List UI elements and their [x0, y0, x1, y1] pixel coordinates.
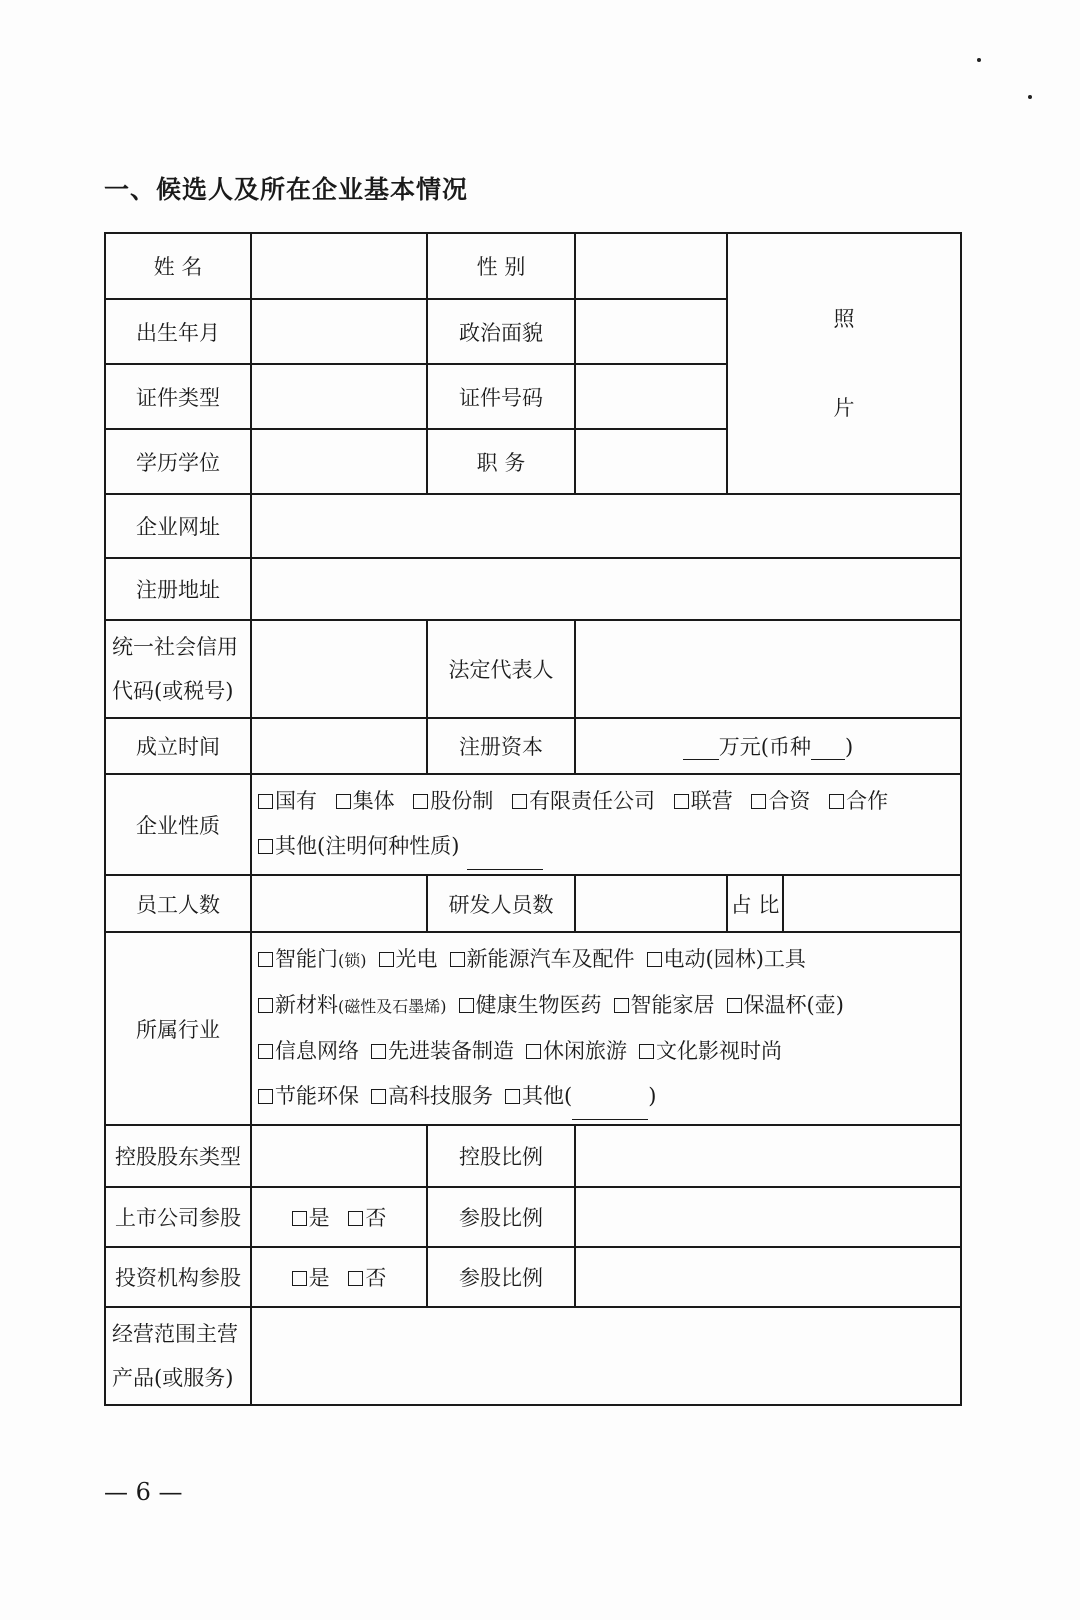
- checkbox[interactable]: [512, 794, 527, 809]
- section-title: 一、候选人及所在企业基本情况: [104, 175, 469, 204]
- scope-label-line2: 产品(或服务): [112, 1366, 234, 1390]
- checkbox[interactable]: [258, 952, 273, 967]
- nature-option[interactable]: 合资: [751, 789, 810, 813]
- nature-label: 企业性质: [105, 774, 251, 875]
- address-label: 注册地址: [105, 558, 251, 620]
- credit-code-label-line1: 统一社会信用: [112, 635, 238, 659]
- holder-type-field[interactable]: [251, 1125, 427, 1187]
- checkbox[interactable]: [258, 998, 273, 1013]
- checkbox[interactable]: [371, 1089, 386, 1104]
- industry-option[interactable]: 高科技服务: [371, 1084, 493, 1108]
- industry-row: [258, 983, 954, 1029]
- industry-option[interactable]: 文化影视时尚: [639, 1039, 782, 1063]
- industry-option[interactable]: 健康生物医药: [459, 993, 602, 1017]
- politics-field[interactable]: [575, 299, 727, 364]
- checkbox[interactable]: [292, 1211, 307, 1226]
- photo-label-bottom: 片: [833, 395, 855, 420]
- industry-option[interactable]: 智能家居: [614, 993, 715, 1017]
- capital-label: 注册资本: [427, 718, 575, 774]
- id-number-field[interactable]: [575, 364, 727, 429]
- birth-field[interactable]: [251, 299, 427, 364]
- listed-ratio-field[interactable]: [575, 1187, 961, 1247]
- staff-field[interactable]: [251, 875, 427, 932]
- listed-label: 上市公司参股: [105, 1187, 251, 1247]
- name-field[interactable]: [251, 233, 427, 299]
- photo-area[interactable]: [727, 233, 961, 494]
- position-label: 职 务: [427, 429, 575, 494]
- checkbox[interactable]: [727, 998, 742, 1013]
- birth-label: 出生年月: [105, 299, 251, 364]
- checkbox[interactable]: [348, 1211, 363, 1226]
- industry-options: [251, 932, 961, 1125]
- legal-rep-label: 法定代表人: [427, 620, 575, 718]
- invest-org-choice: [251, 1247, 427, 1307]
- currency-blank[interactable]: [811, 735, 845, 760]
- checkbox[interactable]: [647, 952, 662, 967]
- checkbox[interactable]: [379, 952, 394, 967]
- checkbox[interactable]: [292, 1271, 307, 1286]
- nature-option[interactable]: 联营: [674, 789, 733, 813]
- industry-option[interactable]: 保温杯(壶): [727, 993, 844, 1017]
- invest-org-label: 投资机构参股: [105, 1247, 251, 1307]
- industry-row: [258, 1074, 954, 1120]
- nature-other-blank[interactable]: [467, 824, 543, 870]
- capital-amount-blank[interactable]: [683, 735, 719, 760]
- industry-other-blank[interactable]: [572, 1074, 648, 1120]
- checkbox[interactable]: [505, 1089, 520, 1104]
- founded-label: 成立时间: [105, 718, 251, 774]
- industry-option[interactable]: 电动(园林)工具: [647, 947, 806, 971]
- scan-speck: [977, 58, 981, 62]
- checkbox[interactable]: [459, 998, 474, 1013]
- checkbox[interactable]: [336, 794, 351, 809]
- checkbox[interactable]: [751, 794, 766, 809]
- education-field[interactable]: [251, 429, 427, 494]
- founded-field[interactable]: [251, 718, 427, 774]
- credit-code-label-line2: 代码(或税号): [112, 679, 234, 703]
- credit-code-label: [105, 620, 251, 718]
- id-number-label: 证件号码: [427, 364, 575, 429]
- checkbox[interactable]: [258, 1044, 273, 1059]
- nature-option[interactable]: 股份制: [413, 789, 493, 813]
- checkbox[interactable]: [258, 794, 273, 809]
- education-label: 学历学位: [105, 429, 251, 494]
- industry-option[interactable]: 节能环保: [258, 1084, 359, 1108]
- invest-ratio-field[interactable]: [575, 1247, 961, 1307]
- legal-rep-field[interactable]: [575, 620, 961, 718]
- checkbox[interactable]: [258, 1089, 273, 1104]
- listed-choice: [251, 1187, 427, 1247]
- invest-ratio-label: 参股比例: [427, 1247, 575, 1307]
- industry-option-other[interactable]: 其他( ): [505, 1084, 656, 1108]
- credit-code-field[interactable]: [251, 620, 427, 718]
- nature-option[interactable]: 集体: [336, 789, 395, 813]
- website-label: 企业网址: [105, 494, 251, 558]
- nature-options: [251, 774, 961, 875]
- rd-staff-field[interactable]: [575, 875, 727, 932]
- industry-row: [258, 937, 954, 983]
- industry-option[interactable]: 休闲旅游: [526, 1039, 627, 1063]
- page-number: — 6 —: [104, 1478, 183, 1506]
- industry-option[interactable]: 新能源汽车及配件: [450, 947, 635, 971]
- invest-org-no[interactable]: 否: [348, 1266, 386, 1290]
- listed-ratio-label: 参股比例: [427, 1187, 575, 1247]
- ratio-label: 占 比: [727, 875, 783, 932]
- industry-option[interactable]: 新材料(磁性及石墨烯): [258, 993, 447, 1017]
- industry-row: [258, 1029, 954, 1074]
- industry-option[interactable]: 光电: [379, 947, 438, 971]
- invest-org-yes[interactable]: 是: [292, 1266, 330, 1290]
- industry-option[interactable]: 先进装备制造: [371, 1039, 514, 1063]
- scan-speck: [1028, 95, 1032, 99]
- photo-label-top: 照: [833, 306, 855, 331]
- checkbox[interactable]: [639, 1044, 654, 1059]
- listed-yes[interactable]: 是: [292, 1206, 330, 1230]
- name-label: 姓 名: [105, 233, 251, 299]
- gender-field[interactable]: [575, 233, 727, 299]
- staff-label: 员工人数: [105, 875, 251, 932]
- capital-close: ): [845, 735, 854, 759]
- ratio-field[interactable]: [783, 875, 961, 932]
- industry-option[interactable]: 信息网络: [258, 1039, 359, 1063]
- website-field[interactable]: [251, 494, 961, 558]
- holder-type-label: 控股股东类型: [105, 1125, 251, 1187]
- address-field[interactable]: [251, 558, 961, 620]
- nature-option[interactable]: 合作: [829, 789, 888, 813]
- checkbox[interactable]: [413, 794, 428, 809]
- politics-label: 政治面貌: [427, 299, 575, 364]
- checkbox[interactable]: [258, 839, 273, 854]
- checkbox[interactable]: [450, 952, 465, 967]
- capital-field[interactable]: [575, 718, 961, 774]
- holding-ratio-field[interactable]: [575, 1125, 961, 1187]
- scope-label: [105, 1307, 251, 1405]
- checkbox[interactable]: [371, 1044, 386, 1059]
- capital-unit: 万元(币种: [718, 735, 811, 759]
- listed-no[interactable]: 否: [348, 1206, 386, 1230]
- checkbox[interactable]: [674, 794, 689, 809]
- checkbox[interactable]: [348, 1271, 363, 1286]
- nature-option[interactable]: 有限责任公司: [512, 789, 655, 813]
- position-field[interactable]: [575, 429, 727, 494]
- scope-field[interactable]: [251, 1307, 961, 1405]
- nature-option[interactable]: 国有: [258, 789, 317, 813]
- industry-option[interactable]: 智能门(锁): [258, 947, 367, 971]
- industry-label: 所属行业: [105, 932, 251, 1125]
- candidate-info-table: [104, 232, 962, 1406]
- scope-label-line1: 经营范围主营: [112, 1322, 238, 1346]
- checkbox[interactable]: [526, 1044, 541, 1059]
- checkbox[interactable]: [829, 794, 844, 809]
- holding-ratio-label: 控股比例: [427, 1125, 575, 1187]
- rd-staff-label: 研发人员数: [427, 875, 575, 932]
- nature-option-other[interactable]: 其他(注明何种性质): [258, 834, 543, 858]
- checkbox[interactable]: [614, 998, 629, 1013]
- id-type-field[interactable]: [251, 364, 427, 429]
- id-type-label: 证件类型: [105, 364, 251, 429]
- gender-label: 性 别: [427, 233, 575, 299]
